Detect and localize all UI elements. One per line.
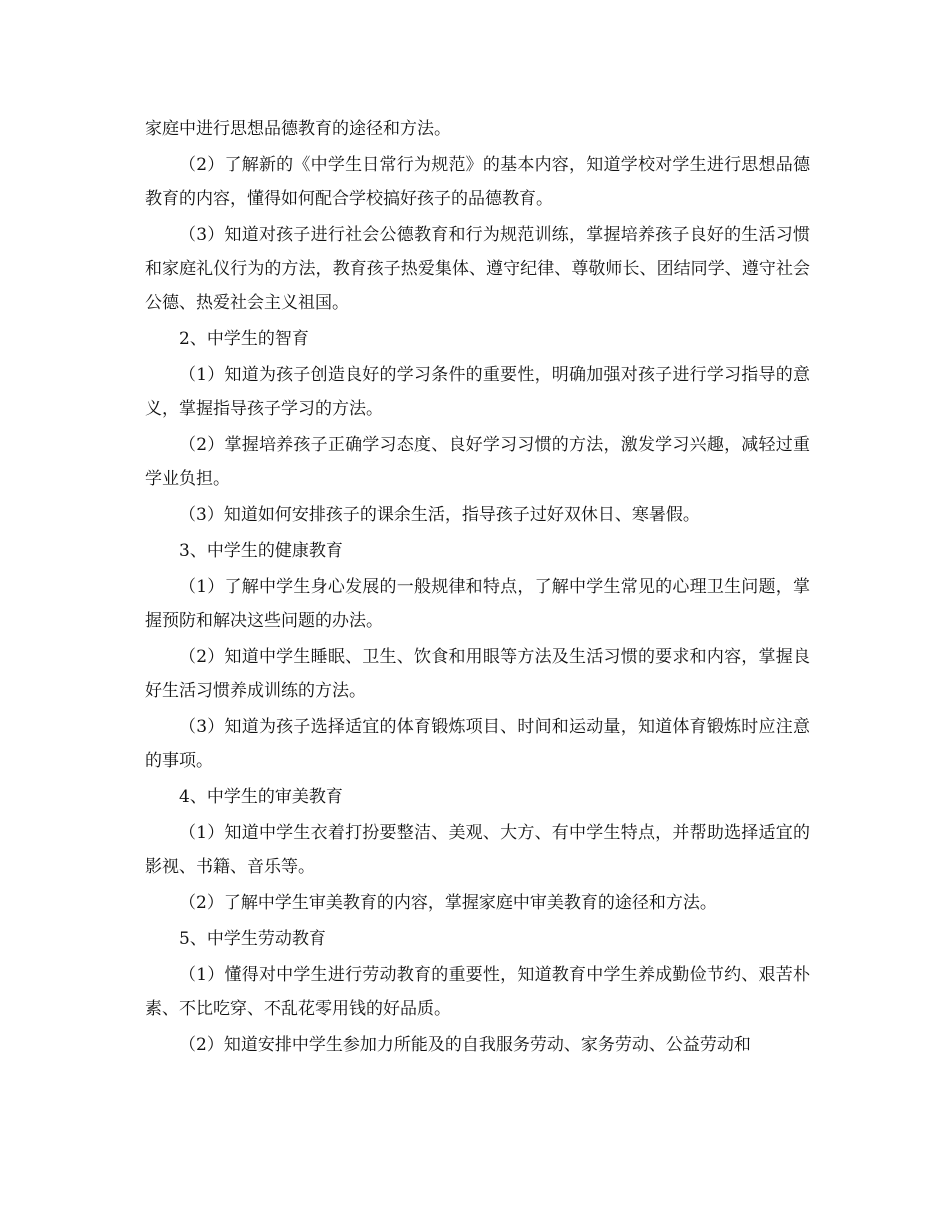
section-heading: 5、中学生劳动教育 [179,929,326,949]
section-heading: 2、中学生的智育 [179,329,309,349]
document-body [145,112,810,1064]
paragraph: （2）掌握培养孩子正确学习态度、良好学习习惯的方法，激发学习兴趣，减轻过重学业负担。 [145,435,810,489]
paragraph: （3）知道对孩子进行社会公德教育和行为规范训练，掌握培养孩子良好的生活习惯和家庭礼仪行为的方法，教育孩子热爱集体、遵守纪律、尊敬师长、团结同学、遵守社会公德、热爱社会主义祖国。 [145,225,810,313]
paragraph: （1）知道为孩子创造良好的学习条件的重要性，明确加强对孩子进行学习指导的意义，掌握指导孩子学习的方法。 [145,365,810,419]
section-heading: 4、中学生的审美教育 [179,787,343,807]
paragraph: （1）懂得对中学生进行劳动教育的重要性，知道教育中学生养成勤俭节约、艰苦朴素、不比吃穿、不乱花零用钱的好品质。 [145,965,810,1019]
paragraph: （1）知道中学生衣着打扮要整洁、美观、大方、有中学生特点，并帮助选择适宜的影视、书籍、音乐等。 [145,823,810,877]
paragraph: （2）知道中学生睡眠、卫生、饮食和用眼等方法及生活习惯的要求和内容，掌握良好生活习惯养成训练的方法。 [145,647,810,701]
section-heading: 3、中学生的健康教育 [179,541,343,561]
paragraph: （2）知道安排中学生参加力所能及的自我服务劳动、家务劳动、公益劳动和 [179,1035,751,1055]
paragraph: 家庭中进行思想品德教育的途径和方法。 [145,119,451,139]
paragraph: （2）了解新的《中学生日常行为规范》的基本内容，知道学校对学生进行思想品德教育的内容，懂得如何配合学校搞好孩子的品德教育。 [145,155,810,209]
paragraph: （1）了解中学生身心发展的一般规律和特点，了解中学生常见的心理卫生问题，掌握预防和解决这些问题的办法。 [145,577,810,631]
paragraph: （3）知道如何安排孩子的课余生活，指导孩子过好双休日、寒暑假。 [179,505,700,525]
paragraph: （2）了解中学生审美教育的内容，掌握家庭中审美教育的途径和方法。 [179,893,717,913]
paragraph: （3）知道为孩子选择适宜的体育锻炼项目、时间和运动量，知道体育锻炼时应注意的事项。 [145,717,810,771]
